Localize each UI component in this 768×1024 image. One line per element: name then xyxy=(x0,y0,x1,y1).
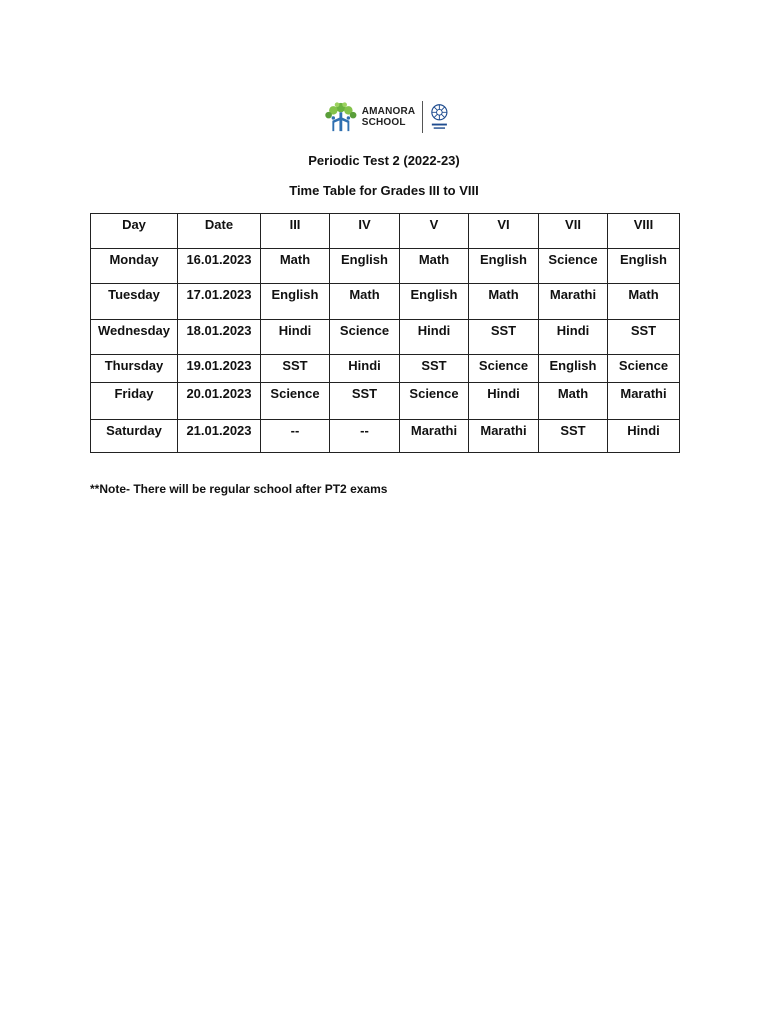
table-cell: Wednesday xyxy=(91,320,178,355)
table-cell: 16.01.2023 xyxy=(178,249,261,284)
table-cell: Friday xyxy=(91,383,178,420)
table-cell: 18.01.2023 xyxy=(178,320,261,355)
table-row xyxy=(91,249,680,284)
header-cell: IV xyxy=(330,214,400,249)
table-cell: SST xyxy=(400,355,469,383)
logo-divider xyxy=(422,101,423,133)
table-cell: Marathi xyxy=(608,383,680,420)
table-cell: Math xyxy=(539,383,608,420)
logo-wordmark xyxy=(362,106,416,128)
table-cell: Monday xyxy=(91,249,178,284)
table-cell: Math xyxy=(400,249,469,284)
table-row xyxy=(91,420,680,453)
table-cell: Science xyxy=(400,383,469,420)
table-cell: SST xyxy=(608,320,680,355)
table-cell: Marathi xyxy=(400,420,469,453)
table-cell: Science xyxy=(330,320,400,355)
logo-line-1: AMANORA xyxy=(361,106,416,117)
table-cell: Marathi xyxy=(539,284,608,320)
table-cell: English xyxy=(608,249,680,284)
table-cell: Science xyxy=(608,355,680,383)
footnote: **Note- There will be regular school after PT2 exams xyxy=(90,482,388,496)
table-cell: SST xyxy=(261,355,330,383)
table-row xyxy=(91,320,680,355)
ryan-emblem-icon xyxy=(429,100,450,134)
table-cell: English xyxy=(539,355,608,383)
table-row xyxy=(91,383,680,420)
table-cell: Hindi xyxy=(608,420,680,453)
header-cell: VII xyxy=(539,214,608,249)
header-cell: V xyxy=(400,214,469,249)
table-cell: 17.01.2023 xyxy=(178,284,261,320)
table-cell: Hindi xyxy=(400,320,469,355)
table-cell: Thursday xyxy=(91,355,178,383)
header-cell: VIII xyxy=(608,214,680,249)
table-cell: Math xyxy=(330,284,400,320)
table-cell: SST xyxy=(469,320,539,355)
table-cell: Hindi xyxy=(261,320,330,355)
header-cell: VI xyxy=(469,214,539,249)
table-cell: SST xyxy=(330,383,400,420)
table-cell: English xyxy=(261,284,330,320)
table-cell: Marathi xyxy=(469,420,539,453)
table-header-row xyxy=(91,214,680,249)
page-title: Periodic Test 2 (2022-23) xyxy=(308,153,460,168)
table-cell: Science xyxy=(261,383,330,420)
table-cell: Math xyxy=(469,284,539,320)
table-cell: -- xyxy=(261,420,330,453)
table-cell: Math xyxy=(608,284,680,320)
logo-line-2: SCHOOL xyxy=(361,117,406,128)
header-cell: III xyxy=(261,214,330,249)
table-cell: Science xyxy=(539,249,608,284)
table-row xyxy=(91,284,680,320)
tree-logo-icon xyxy=(322,99,360,135)
header-cell: Day xyxy=(91,214,178,249)
page-subtitle: Time Table for Grades III to VIII xyxy=(289,183,479,198)
school-logo xyxy=(322,99,450,135)
table-cell: Saturday xyxy=(91,420,178,453)
table-cell: Hindi xyxy=(330,355,400,383)
table-cell: Hindi xyxy=(539,320,608,355)
table-cell: Science xyxy=(469,355,539,383)
table-cell: 20.01.2023 xyxy=(178,383,261,420)
timetable xyxy=(90,213,680,453)
table-cell: Tuesday xyxy=(91,284,178,320)
table-cell: English xyxy=(469,249,539,284)
table-cell: Math xyxy=(261,249,330,284)
table-row xyxy=(91,355,680,383)
table-cell: English xyxy=(330,249,400,284)
table-cell: SST xyxy=(539,420,608,453)
table-cell: 19.01.2023 xyxy=(178,355,261,383)
table-cell: -- xyxy=(330,420,400,453)
table-cell: Hindi xyxy=(469,383,539,420)
table-cell: 21.01.2023 xyxy=(178,420,261,453)
table-cell: English xyxy=(400,284,469,320)
header-cell: Date xyxy=(178,214,261,249)
